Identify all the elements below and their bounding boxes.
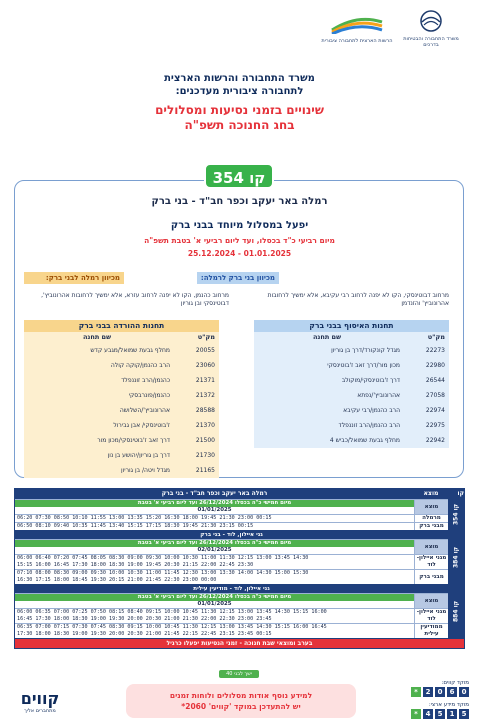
stop-row xyxy=(24,418,219,433)
schedule-row xyxy=(15,608,448,623)
stop-row xyxy=(24,373,219,388)
departure-times: 06:20 07:30 08:50 10:10 11:55 13:00 13:35 15:20 16:30 18:00 19:45 21:30 23:00 00:15 xyxy=(17,515,272,521)
direction-tag-to-bnei-brak: מכיוון רמלה לבני ברק: xyxy=(24,272,124,284)
stop-code: 22273 xyxy=(425,347,445,354)
schedule-block xyxy=(15,584,464,638)
dropoff-stops-title: תחנות ההורדה בבני ברק xyxy=(24,320,219,332)
ministry-logo-text: משרד התחבורה והבטיחות בדרכים xyxy=(403,36,459,48)
stop-row xyxy=(254,358,449,373)
departure-times: 06:00 06:40 07:20 07:45 08:05 08:30 09:00 09:30 10:00 10:30 11:00 11:30 12:15 13:00 13:45 14:30 xyxy=(17,555,309,561)
schedule-row xyxy=(15,499,448,514)
schedule-row xyxy=(15,514,448,522)
departure-times: 17:30 18:00 18:30 19:00 19:30 20:00 20:30 21:00 21:45 22:15 22:45 23:15 23:45 00:15 xyxy=(17,631,272,637)
hotline-digit: * xyxy=(411,709,421,719)
stop-name: ז'בוטינסקי/ אבן גבירול xyxy=(113,422,170,429)
header-sub-1: שינויים בזמני נסיעות ומסלולים xyxy=(155,103,324,117)
pickup-stops-header xyxy=(254,332,449,343)
schedule-origin: מוצא xyxy=(414,540,448,554)
stop-code: 23060 xyxy=(195,362,215,369)
national-hotline xyxy=(405,702,469,719)
schedule-col-origin: מוצא xyxy=(423,490,439,497)
header-line-1: משרד התחבורה והרשות הארצית xyxy=(164,73,315,84)
schedule-block-title: גני איילון, לוד - מודיעין עילית xyxy=(15,585,448,593)
departure-times: 16:45 17:30 18:00 18:30 19:00 19:30 20:00 20:30 21:00 21:30 22:00 22:30 23:00 23:45 xyxy=(17,616,272,622)
schedule-origin: ממודיעין עילית xyxy=(414,624,448,638)
stop-code: 28588 xyxy=(195,407,215,414)
schedule-block xyxy=(15,498,464,530)
col-stop-code: מק"ט xyxy=(427,333,445,341)
departure-times: 07:10 08:00 08:30 09:00 09:30 10:00 10:30 11:00 11:45 12:30 13:00 13:30 14:00 14:30 15:00 15:30 xyxy=(17,570,309,576)
stop-code: 22975 xyxy=(425,422,445,429)
header-subtitle xyxy=(0,103,479,133)
schedule-validity-end: 01/01/2025 xyxy=(15,507,414,514)
header xyxy=(0,72,479,133)
authority-logo-text: הרשות הארצית לתחבורה ציבורית xyxy=(321,38,393,44)
schedule-block-body xyxy=(15,585,448,638)
national-hotline-label: מוקד מידע ארצי: xyxy=(428,702,469,708)
operator-logo xyxy=(10,690,70,714)
schedule-origin: מרמלה xyxy=(414,515,448,522)
dropoff-stops-table xyxy=(24,320,219,478)
operator-hotline-label: מוקד קווים: xyxy=(441,680,469,686)
hotline-digit: 5 xyxy=(459,709,469,719)
hotline-digit: 0 xyxy=(435,687,445,697)
schedule-row xyxy=(15,623,448,638)
date-range: 25.12.2024 - 01.01.2025 xyxy=(187,249,292,258)
schedule-block xyxy=(15,530,464,584)
stop-row xyxy=(24,388,219,403)
stop-name: אהרונוביץ'/נפתא xyxy=(357,392,400,399)
info-box xyxy=(126,684,356,718)
stop-row xyxy=(24,463,219,478)
pickup-stops-body xyxy=(254,343,449,448)
stop-row xyxy=(24,343,219,358)
hotline-digit: 5 xyxy=(435,709,445,719)
col-stop-name: שם תחנה xyxy=(312,333,342,341)
stop-name: דרך בן גוריון/יהושע בן נון xyxy=(107,452,170,459)
destination-note: יפעל במסלול מיוחד בבני ברק xyxy=(170,220,309,231)
schedule-blocks xyxy=(15,498,464,638)
schedule-validity: מיום חמישי כ"ה בכסלו 26/12/2024 ועד ליום רביעי א' בטבת xyxy=(15,500,414,507)
stop-name: מחלף גבעת שמואל/מגבע קדש xyxy=(90,347,170,354)
schedule-validity-end: 02/01/2025 xyxy=(15,547,414,554)
schedule-row xyxy=(15,554,448,569)
schedule-block-body xyxy=(15,499,448,530)
stop-name: מחלף גבעת שמואל/כביש 4 xyxy=(329,437,400,444)
stop-code: 21370 xyxy=(195,422,215,429)
stop-name: כהנמן/פונרבסקי xyxy=(128,392,170,399)
stop-code: 26544 xyxy=(425,377,445,384)
stop-name: הרב כהנמן/רבי עקיבא xyxy=(343,407,400,414)
schedule-times xyxy=(15,609,414,623)
departure-times: 16:30 17:15 18:00 18:45 19:30 20:15 21:00 21:45 22:30 23:00 00:00 xyxy=(17,577,217,583)
schedule-block-body xyxy=(15,531,448,584)
stop-code: 21372 xyxy=(195,392,215,399)
stop-row xyxy=(254,373,449,388)
hotline-digit: 2 xyxy=(423,687,433,697)
authority-stripes-icon xyxy=(327,14,387,34)
stop-row xyxy=(254,433,449,448)
stop-row xyxy=(24,403,219,418)
authority-logo xyxy=(317,14,397,44)
schedule-block-title: גני איילון, לוד - בני ברק xyxy=(15,531,448,539)
info-line-1: למידע נוסף אודות מסלולים ולוחות זמנים xyxy=(169,691,313,700)
schedule-origin: מגני איילון- לוד xyxy=(414,609,448,623)
operator-tagline: מתחברים אליך xyxy=(24,708,56,714)
direction-tag-to-ramla: מכיוון בני ברק לרמלה: xyxy=(197,272,279,284)
header-sub-2: בחג החנוכה תשפ"ה xyxy=(184,118,295,132)
dropoff-stops-header xyxy=(24,332,219,343)
header-title xyxy=(0,72,479,98)
schedule-times xyxy=(15,523,414,530)
schedule-times xyxy=(15,500,414,514)
stop-code: 22974 xyxy=(425,407,445,414)
schedule-line-number: קו 884 xyxy=(448,585,464,638)
schedule-origin: מבני ברק xyxy=(414,570,448,584)
stop-name: הרב כהנמן/הרב זוננפלד xyxy=(338,422,400,429)
stop-code: 27058 xyxy=(425,392,445,399)
departure-times: 06:50 08:10 09:40 10:35 11:45 13:40 15:15 17:15 18:30 19:45 21:30 23:15 00:15 xyxy=(17,523,254,529)
direction-description-to-bnei-brak: מרחוב כהנמן, הקו לא יפנה לרחוב עזרא, אלא ימשיך לרחובות אהרונוביץ', דבוטינסקי ובן גוריון xyxy=(41,292,229,307)
col-stop-name: שם תחנה xyxy=(82,333,112,341)
stop-row xyxy=(24,448,219,463)
schedule-validity: מיום חמישי כ"ה בכסלו 26/12/2024 ועד ליום רביעי א' בטבת xyxy=(15,540,414,547)
schedule-line-number: קו 384 xyxy=(448,531,464,584)
schedule-times xyxy=(15,540,414,554)
national-hotline-digits xyxy=(405,709,469,719)
schedule-top-bar xyxy=(15,489,464,498)
schedule-top-title: רמלה באר יעקב וכפר חב"ד - בני ברק xyxy=(161,490,268,497)
header-line-2: לתחבורה ציבורית מעדכנים: xyxy=(175,86,304,97)
hotline-digit: 0 xyxy=(459,687,469,697)
schedule-origin: מבני ברק xyxy=(414,523,448,530)
stop-name: מגדל קונקורד/דרך בן גוריון xyxy=(331,347,400,354)
schedule-footer-note: בערב ומוצאי שבת חנוכה - זמני הנסיעות יפעלו כרגיל xyxy=(15,638,464,648)
schedule-times xyxy=(15,624,414,638)
schedule-times xyxy=(15,594,414,608)
stop-row xyxy=(24,358,219,373)
schedule-col-line: קו xyxy=(457,490,464,497)
departure-times: 15:15 16:00 16:45 17:30 18:00 18:30 19:00 19:45 20:30 21:15 22:00 22:45 23:30 xyxy=(17,562,254,568)
route-name: רמלה באר יעקב וכפר חב"ד - בני ברק xyxy=(151,196,328,207)
schedule-origin: מוצא xyxy=(414,500,448,514)
info-line-2: יש להתעדכן במוקד 'קווים' 2060* xyxy=(181,702,301,711)
hotline-digit: * xyxy=(411,687,421,697)
hotline-digit: 1 xyxy=(447,709,457,719)
stop-code: 21371 xyxy=(195,377,215,384)
schedule-times xyxy=(15,570,414,584)
schedule-validity-end: 01/01/2025 xyxy=(15,601,414,608)
stop-row xyxy=(254,403,449,418)
stop-code: 21730 xyxy=(195,452,215,459)
stop-row xyxy=(254,418,449,433)
schedule-times xyxy=(15,515,414,522)
stop-name: כהנמן/הרב זוננפלד xyxy=(121,377,170,384)
ministry-logo xyxy=(401,10,461,48)
operator-hotline-digits xyxy=(405,687,469,697)
stop-name: מגדל ויטה/ בן גוריון xyxy=(121,467,170,474)
stop-code: 22942 xyxy=(425,437,445,444)
dropoff-stops-body xyxy=(24,343,219,478)
stop-name: אהרונוביץ'/השלושה xyxy=(119,407,170,414)
departure-times: 06:00 06:35 07:00 07:25 07:50 08:15 08:40 09:15 10:00 10:45 11:30 12:15 13:00 13:45 14:30 15:15 16:00 xyxy=(17,609,327,615)
stop-name: מכון מור/דרך זאב ז'בוטינסקי xyxy=(327,362,400,369)
hotline-digit: 6 xyxy=(447,687,457,697)
stop-row xyxy=(254,388,449,403)
stop-row xyxy=(254,343,449,358)
stop-code: 21165 xyxy=(195,467,215,474)
schedule-row xyxy=(15,593,448,608)
departure-times: 06:35 07:00 07:15 07:30 07:45 08:30 09:15 10:00 10:45 11:30 12:15 13:00 13:45 14:30 15:15 16:00 16:45 xyxy=(17,624,327,630)
ministry-emblem-icon xyxy=(416,10,446,32)
operator-name: קווים xyxy=(20,689,60,708)
schedule-row xyxy=(15,522,448,530)
stop-name: דרך זאב ז'בוטינסקי/מכון מור xyxy=(97,437,170,444)
direction-description-to-ramla: מרחוב דבוטינסקי, הקו לא יפנה לרחוב רבי עקיבא, אלא ימשיך לרחובות אהרונוביץ' והזנדמן xyxy=(267,292,449,307)
stop-code: 20055 xyxy=(195,347,215,354)
stop-code: 21500 xyxy=(195,437,215,444)
schedule-times xyxy=(15,555,414,569)
pickup-stops-title: תחנות האיסוף בבני ברק xyxy=(254,320,449,332)
schedule-line-number: קו 354 xyxy=(448,499,464,530)
schedule-validity: מיום חמישי כ"ה בכסלו 26/12/2024 ועד ליום רביעי א' בטבת xyxy=(15,594,414,601)
pickup-stops-table xyxy=(254,320,449,448)
operator-hotline xyxy=(405,680,469,697)
schedule-row xyxy=(15,539,448,554)
schedule-table xyxy=(14,488,465,649)
stop-name: דרך ז'בוטינסקי/מוקולב xyxy=(341,377,400,384)
schedule-origin: מוצא xyxy=(414,594,448,608)
stop-name: הרב כהנמן/קוקה קולה xyxy=(110,362,170,369)
validity-note: מיום רביעי כ"ד בכסלו, ועד ליום רביעי א' בטבת תשפ"ה xyxy=(144,236,335,245)
green-pill-label: ישך לבני 40 xyxy=(219,670,259,678)
stop-row xyxy=(24,433,219,448)
stop-code: 22980 xyxy=(425,362,445,369)
schedule-origin: מגני איילון- לוד xyxy=(414,555,448,569)
schedule-row xyxy=(15,569,448,584)
line-number-badge: קו 354 xyxy=(204,163,274,189)
col-stop-code: מק"ט xyxy=(197,333,215,341)
hotline-digit: 4 xyxy=(423,709,433,719)
